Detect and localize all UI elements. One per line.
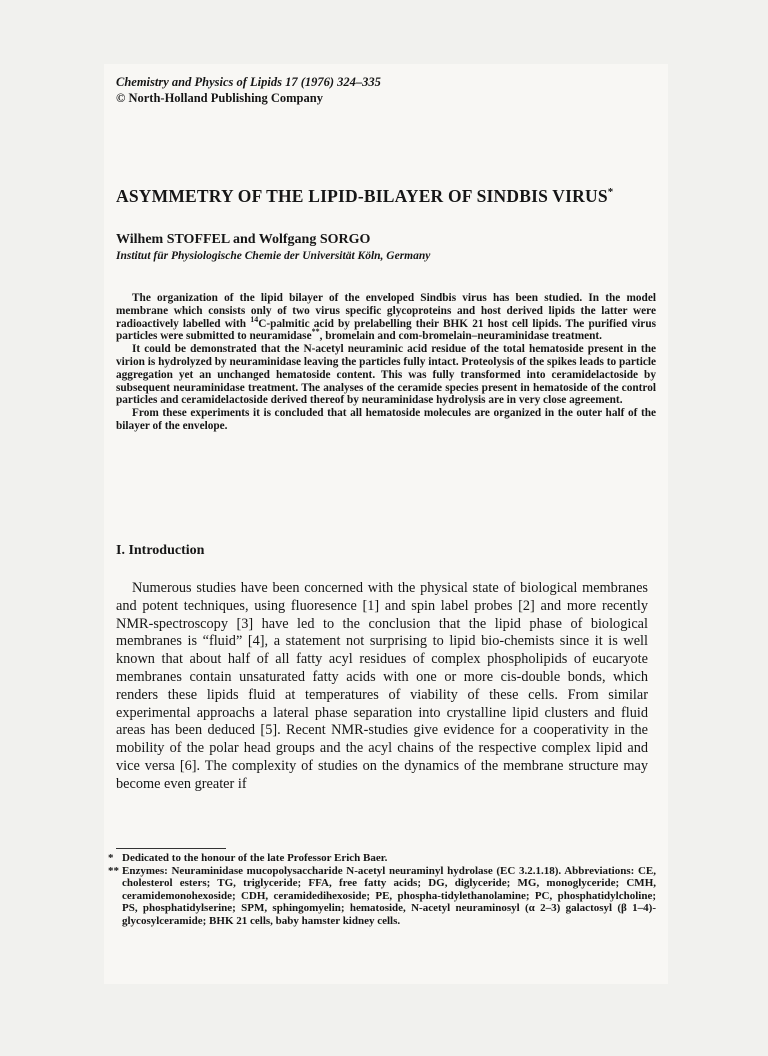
article-title xyxy=(116,186,676,207)
abstract-paragraph-3: From these experiments it is concluded that all hematoside molecules are organized in the outer half of the bilayer of the envelope. xyxy=(116,407,656,432)
footnote-marker-ref: ** xyxy=(311,327,320,337)
publisher-line: © North-Holland Publishing Company xyxy=(116,91,323,105)
title-footnote-marker: * xyxy=(607,186,614,199)
footnotes xyxy=(108,852,656,927)
isotope-superscript: 14 xyxy=(250,314,259,324)
footnote-mark: * xyxy=(108,852,114,864)
abstract xyxy=(116,292,656,433)
abstract-p1-part-b: C-palmitic acid by prelabelling their BHK 21 host cell lipids. The purified virus particles were submitted to neuramidase xyxy=(116,317,656,343)
journal-citation: Chemistry and Physics of Lipids 17 (1976) 324–335 xyxy=(116,75,381,89)
footnote-item xyxy=(108,865,656,928)
abstract-paragraph-2: It could be demonstrated that the N-acetyl neuraminic acid residue of the total hematoside present in the virion is hydrolyzed by neuraminidase leaving the particles fully intact. Proteolysis of the spikes leads to particle aggregation yet an unchanged hematoside content. This was fully transformed into ceramidelactoside by subsequent neuraminidase treatment. The analyses of the ceramide species present in hematoside of the control particles and ceramidelactoside derived thereof by neuraminidase hydrolysis are in very close agreement. xyxy=(116,343,656,407)
abstract-p1-part-c: , bromelain and com-bromelain–neuraminidase treatment. xyxy=(319,330,602,343)
article-title-text: ASYMMETRY OF THE LIPID-BILAYER OF SINDBIS VIRUS xyxy=(116,186,608,206)
footnote-text: Enzymes: Neuraminidase mucopolysaccharide N-acetyl neuraminyl hydrolase (EC 3.2.1.18). Abbreviations: CE, cholesterol esters; TG, triglyceride; FFA, free fatty acids; DG, diglyceride; MG, monoglyceride; CMH, ceramidemonohexoside; CDH, ceramidedihexoside; PE, phospha-tidylethanolamine; PC, phosphatidylcholine; PS, phosphatidylserine; SPM, sphingomyelin; hematoside, N-acetyl neuraminosyl (α 2–3) galactosyl (β 1–4)-glycosylceramide; BHK 21 cells, baby hamster kidney cells. xyxy=(122,864,656,927)
introduction-paragraph: Numerous studies have been concerned with the physical state of biological membranes and potent techniques, using fluoresence [1] and spin label probes [2] and more recently NMR-spectroscopy [3] have led to the conclusion that the lipid phase of biological membranes is “fluid” [4], a statement not surprising to lipid bio-chemists since it is well known that about half of all fatty acyl residues of complex phospholipids of eucaryote membranes contain unsaturated fatty acids with one or more cis-double bonds, which renders these lipids fluid at temperatures of viability of these cells. From similar experimental approachs a lateral phase separation into crystalline lipid clusters and fluid areas has been deduced [5]. Recent NMR-studies give evidence for a cooperativity in the mobility of the polar head groups and the acyl chains of the respective complex lipid and vice versa [6]. The complexity of studies on the dynamics of the membrane structure may become even greater if xyxy=(116,580,648,792)
section-heading-introduction: I. Introduction xyxy=(116,543,205,558)
footnote-mark: ** xyxy=(108,864,119,877)
abstract-paragraph-1 xyxy=(116,292,656,343)
author-line: Wilhem STOFFEL and Wolfgang SORGO xyxy=(116,232,371,247)
footnote-text: Dedicated to the honour of the late Professor Erich Baer. xyxy=(122,852,388,864)
abstract-p1-part-a: The organization of the lipid bilayer of the enveloped Sindbis virus has been studied. In the model membrane which consists only of two virus specific glycoproteins and host derived lipids the latter were radioactively labelled with xyxy=(116,292,656,330)
introduction-body xyxy=(116,580,648,794)
footnote-item xyxy=(108,852,656,865)
journal-header xyxy=(116,74,381,106)
affiliation-line: Institut für Physiologische Chemie der Universität Köln, Germany xyxy=(116,250,431,262)
footnote-divider xyxy=(116,848,226,849)
